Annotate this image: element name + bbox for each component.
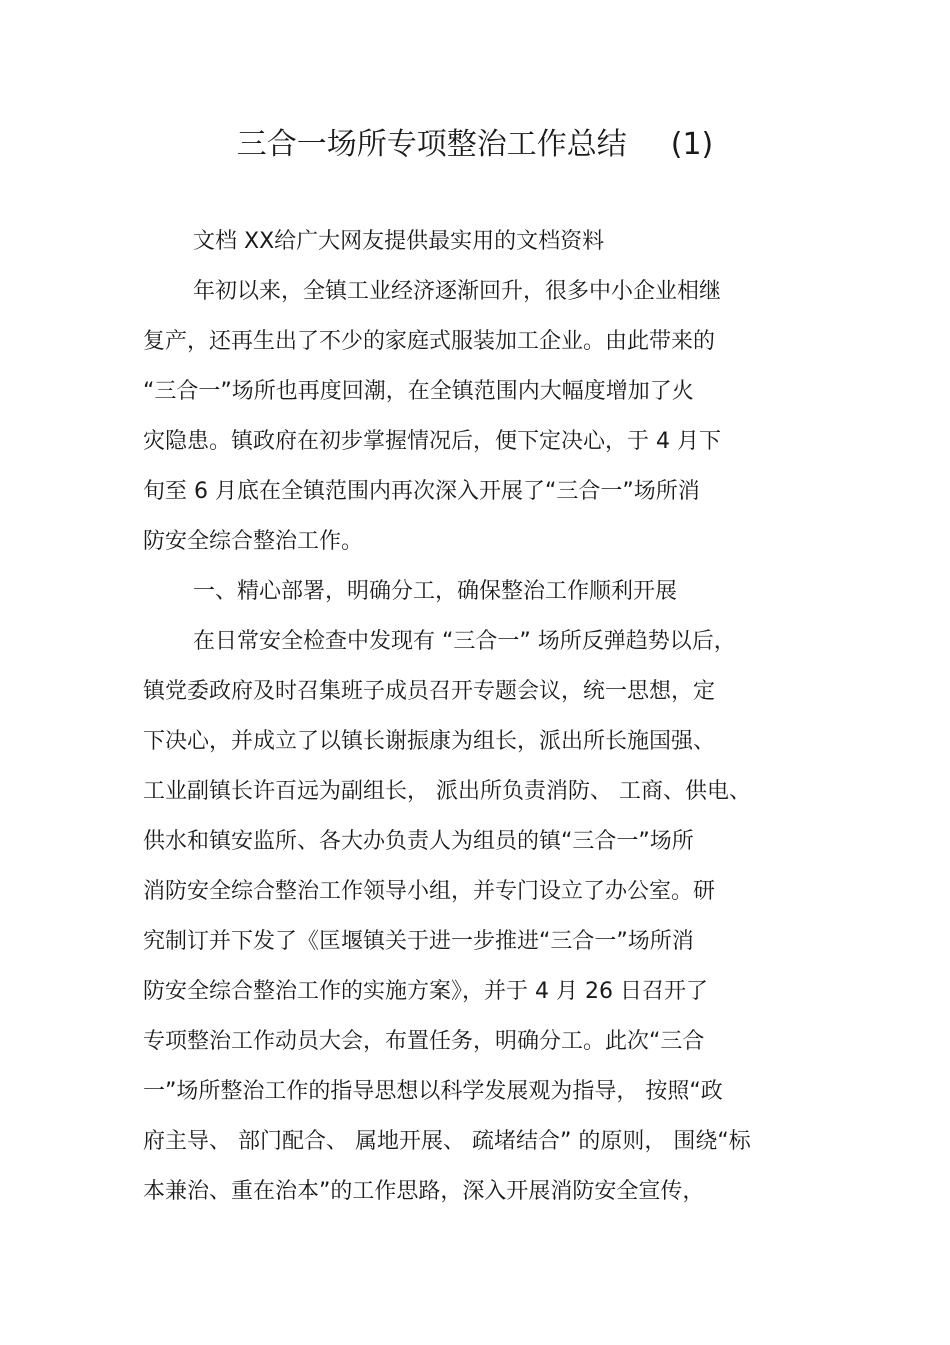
paragraph-line: 复产，还再生出了不少的家庭式服装加工企业。由此带来的 [143,329,716,354]
paragraph-line: 供水和镇安监所、各大办负责人为组员的镇“三合一”场所 [143,829,694,854]
document-title [0,120,950,170]
paragraph-line: 下决心，并成立了以镇长谢振康为组长，派出所长施国强、 [143,729,716,754]
paragraph-line: 镇党委政府及时召集班子成员召开专题会议，统一思想，定 [143,679,716,704]
paragraph-line: “三合一”场所也再度回潮，在全镇范围内大幅度增加了火 [143,379,694,404]
paragraph-line: 在日常安全检查中发现有 “三合一” 场所反弹趋势以后， [193,629,736,654]
source-note: 文档 XX给广大网友提供最实用的文档资料 [193,229,605,254]
paragraph-line: 灾隐患。镇政府在初步掌握情况后，便下定决心，于 4 月下 [143,429,721,454]
paragraph-line: 旬至 6 月底在全镇范围内再次深入开展了“三合一”场所消 [143,479,700,504]
title-text: 三合一场所专项整治工作总结 [236,127,627,162]
paragraph-line: 年初以来，全镇工业经济逐渐回升，很多中小企业相继 [193,279,722,304]
paragraph-line: 本兼治、重在治本”的工作思路，深入开展消防安全宣传， [143,1179,705,1204]
paragraph-line: 专项整治工作动员大会，布置任务，明确分工。此次“三合 [143,1029,705,1054]
paragraph-line: 一”场所整治工作的指导思想以科学发展观为指导， 按照“政 [143,1079,723,1104]
paragraph-line: 防安全综合整治工作的实施方案》，并于 4 月 26 日召开了 [143,979,708,1004]
paragraph-line: 消防安全综合整治工作领导小组，并专门设立了办公室。研 [143,879,716,904]
paragraph-line: 府主导、 部门配合、 属地开展、 疏堵结合” 的原则， 围绕“标 [143,1129,751,1154]
paragraph-line: 究制订并下发了《匡堰镇关于进一步推进“三合一”场所消 [143,929,694,954]
paragraph-line: 工业副镇长许百远为副组长， 派出所负责消防、 工商、供电、 [143,779,751,804]
section-heading: 一、精心部署，明确分工，确保整治工作顺利开展 [193,579,678,604]
paragraph-line: 防安全综合整治工作。 [143,529,364,554]
title-suffix: (1) [670,127,714,162]
